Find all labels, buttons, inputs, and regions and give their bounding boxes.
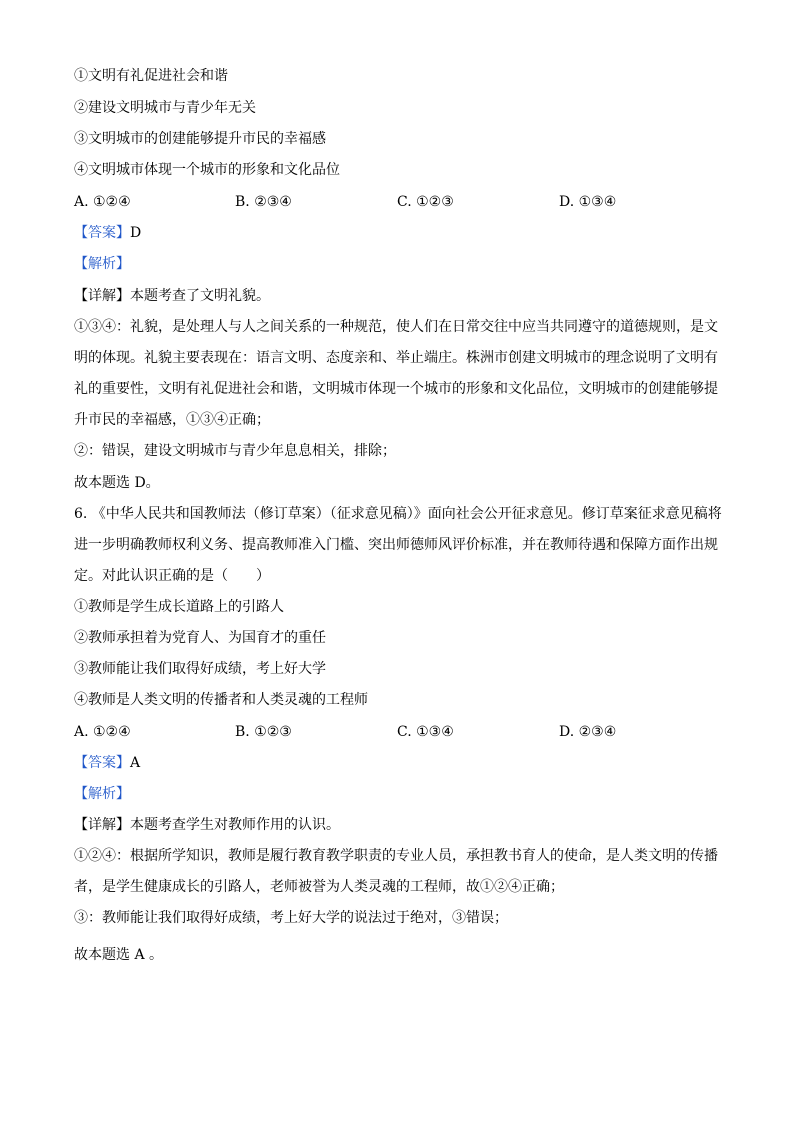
q6-detail-intro: 本题考查学生对教师作用的认识。 [130,817,340,833]
q6-stem-line-3: 定。对此认识正确的是（ ） [74,568,270,584]
q6-explanation-line-1: ①②④：根据所学知识，教师是履行教育教学职责的专业人员，承担教书育人的使命，是人类文明的传播 [74,848,718,864]
q5-statement-4: ④文明城市体现一个城市的形象和文化品位 [74,162,340,178]
q6-answer-line [74,753,140,773]
q5-explanation-line-1: ①③④：礼貌，是处理人与人之间关系的一种规范，使人们在日常交往中应当共同遵守的道德规则，是文 [74,319,718,335]
q6-explanation-line-3: ③：教师能让我们取得好成绩，考上好大学的说法过于绝对，③错误； [74,910,508,926]
q6-option-b: B. ①②③ [235,724,292,740]
q5-conclusion: 故本题选 D。 [74,475,160,491]
q5-option-d: D. ①③④ [559,194,617,210]
q5-answer: D [130,225,142,241]
q5-option-c: C. ①②③ [397,194,454,210]
q6-analysis-tag: 【解析】 [74,786,130,802]
q6-answer-tag: 【答案】 [74,755,130,771]
q6-option-c: C. ①③④ [397,724,454,740]
q6-explanation-line-2: 者，是学生健康成长的引路人，老师被誉为人类灵魂的工程师，故①②④正确； [74,879,564,895]
q6-statement-3: ③教师能让我们取得好成绩，考上好大学 [74,661,326,677]
q5-options [74,192,724,212]
q6-answer: A [130,755,141,771]
q5-detail-intro: 本题考查了文明礼貌。 [130,288,270,304]
q6-statement-4: ④教师是人类文明的传播者和人类灵魂的工程师 [74,692,368,708]
q5-analysis-line [74,254,130,274]
q5-statement-1: ①文明有礼促进社会和谐 [74,68,228,84]
q5-detail-line [74,286,270,306]
q5-statement-2: ②建设文明城市与青少年无关 [74,100,256,116]
q5-option-b: B. ②③④ [235,194,292,210]
q5-detail-tag: 【详解】 [74,288,130,304]
q5-option-a: A. ①②④ [74,194,131,210]
q5-explanation-line-2: 明的体现。礼貌主要表现在：语言文明、态度亲和、举止端庄。株洲市创建文明城市的理念说明了文明有 [74,350,718,366]
q5-answer-line [74,223,141,243]
q6-stem-line-1: 6. 《中华人民共和国教师法（修订草案）（征求意见稿）》面向社会公开征求意见。修订草案征求意见稿将 [74,506,722,522]
q6-statement-2: ②教师承担着为党育人、为国育才的重任 [74,630,326,646]
q5-explanation-line-4: 升市民的幸福感，①③④正确； [74,412,270,428]
q6-option-a: A. ①②④ [74,724,131,740]
q6-analysis-line [74,784,130,804]
q5-explanation-line-5: ②：错误，建设文明城市与青少年息息相关，排除； [74,443,396,459]
q6-option-d: D. ②③④ [559,724,617,740]
q5-statement-3: ③文明城市的创建能够提升市民的幸福感 [74,131,326,147]
q6-detail-line [74,815,340,835]
q6-stem-line-2: 进一步明确教师权利义务、提高教师准入门槛、突出师德师风评价标准，并在教师待遇和保障方面作出规 [74,537,718,553]
q6-options [74,722,724,742]
q6-conclusion: 故本题选 A 。 [74,947,164,963]
q5-analysis-tag: 【解析】 [74,256,130,272]
q5-answer-tag: 【答案】 [74,225,130,241]
q6-detail-tag: 【详解】 [74,817,130,833]
q5-explanation-line-3: 礼的重要性，文明有礼促进社会和谐，文明城市体现一个城市的形象和文化品位，文明城市的创建能够提 [74,381,718,397]
q6-statement-1: ①教师是学生成长道路上的引路人 [74,599,284,615]
